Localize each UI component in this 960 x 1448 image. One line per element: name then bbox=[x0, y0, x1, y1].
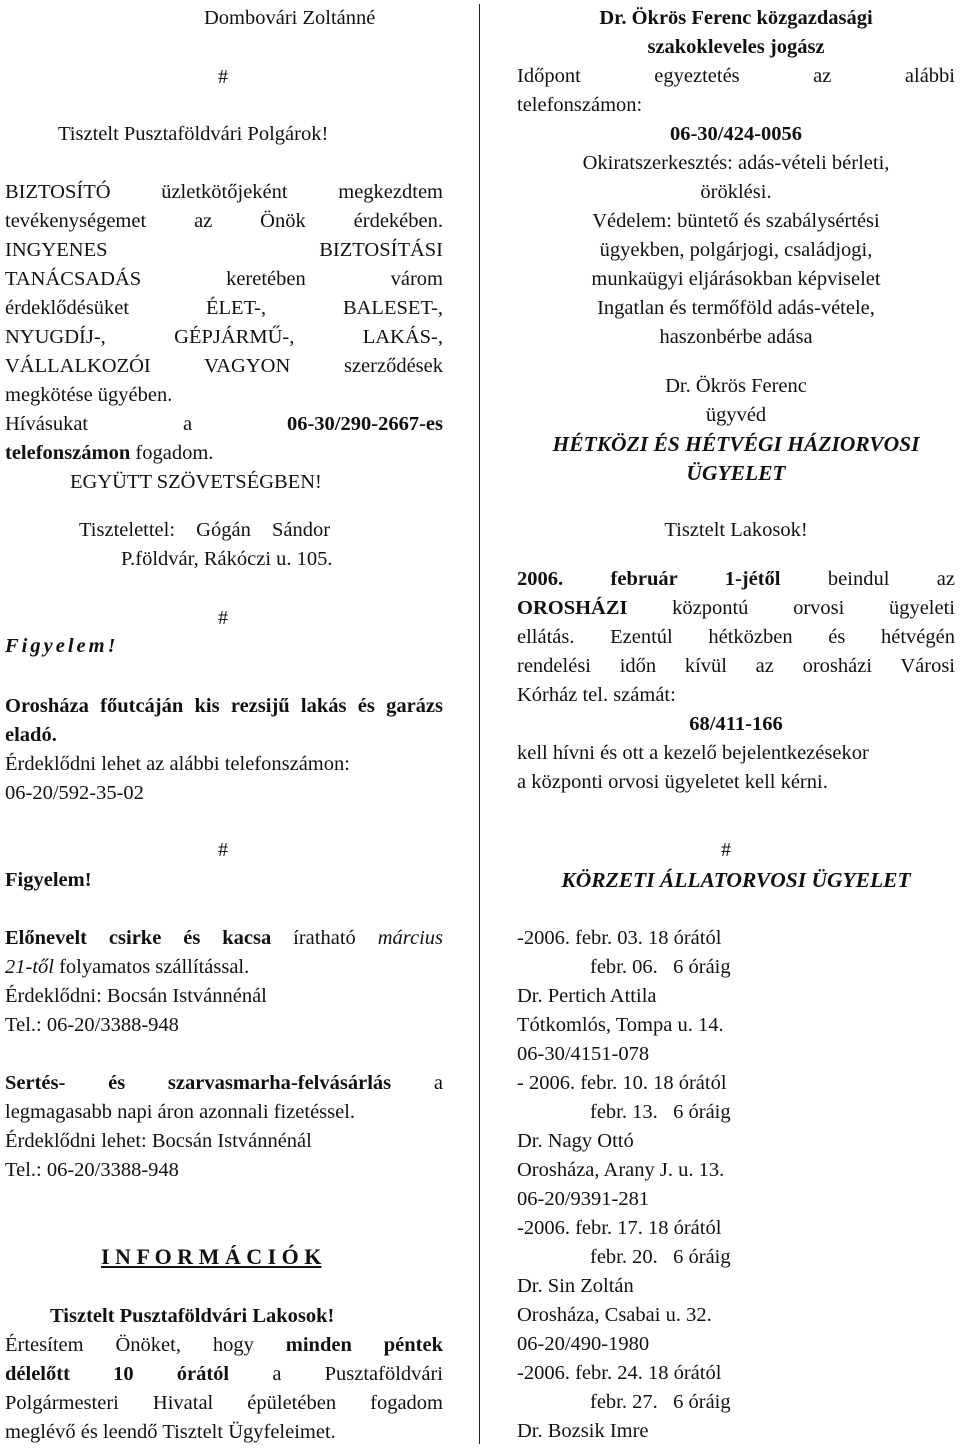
lawyer-service: munkaügyi eljárásokban képviselet bbox=[591, 268, 881, 290]
info-line: Értesítem Önöket, hogy minden péntek bbox=[5, 1334, 443, 1356]
info-title: I N F O R M Á C I Ó K bbox=[101, 1244, 322, 1269]
doctor-line: ellátás. Ezentúl hétközben és hétvégén bbox=[517, 626, 955, 648]
vet-doctor-phone: 06-20/9391-281 bbox=[517, 1188, 650, 1210]
lawyer-signature: Dr. Ökrös Ferenc bbox=[665, 375, 807, 397]
author-name: Dombovári Zoltánné bbox=[204, 7, 376, 29]
ad-title: Figyelem! bbox=[5, 635, 119, 657]
flat-sale-text: Érdeklődni lehet az alábbi telefonszámon: bbox=[5, 753, 350, 775]
flat-sale-heading: Orosháza főutcáján kis rezsijű lakás és garázs eladó. bbox=[5, 695, 443, 746]
ad-title: Figyelem! bbox=[5, 869, 92, 891]
insurance-line: megkötése ügyében. bbox=[5, 384, 173, 406]
doctor-line: kell hívni és ott a kezelő bejelentkezésekor bbox=[517, 742, 869, 764]
poultry-phone: Tel.: 06-20/3388-948 bbox=[5, 1014, 179, 1036]
info-line: délelőtt 10 órától a Pusztaföldvári bbox=[5, 1363, 444, 1385]
lawyer-service: ügyekben, polgárjogi, családjogi, bbox=[599, 239, 873, 261]
lawyer-appointment: Időpont egyeztetés az alábbi bbox=[517, 65, 955, 87]
separator-hash: # bbox=[218, 839, 228, 861]
vet-doctor-address: Orosháza, Arany J. u. 13. bbox=[517, 1159, 725, 1181]
lawyer-appointment: telefonszámon: bbox=[517, 94, 643, 116]
vet-duty-line: - 2006. febr. 10. 18 órától bbox=[517, 1072, 727, 1094]
column-divider bbox=[479, 4, 480, 1444]
insurance-line: tevékenységemet az Önök érdekében. bbox=[5, 210, 443, 232]
insurance-signature: Tisztelettel: Gógán Sándor bbox=[79, 519, 331, 541]
flat-sale-phone: 06-20/592-35-02 bbox=[5, 782, 144, 804]
insurance-phone-line: Hívásukat a 06-30/290-2667-es bbox=[5, 413, 443, 435]
lawyer-service: Védelem: büntető és szabálysértési bbox=[592, 210, 880, 232]
vet-doctor-address: Orosháza, Csabai u. 32. bbox=[517, 1304, 712, 1326]
doctor-line: OROSHÁZI központú orvosi ügyeleti bbox=[517, 597, 955, 619]
lawyer-service: Ingatlan és termőföld adás-vétele, bbox=[597, 297, 875, 319]
lawyer-phone: 06-30/424-0056 bbox=[669, 123, 803, 145]
insurance-line: INGYENES BIZTOSÍTÁSI bbox=[5, 239, 443, 261]
livestock-line: legmagasabb napi áron azonnali fizetéssel. bbox=[5, 1101, 356, 1123]
doctor-line: Kórház tel. számát: bbox=[517, 684, 676, 706]
vet-doctor-name: Dr. Nagy Ottó bbox=[517, 1130, 634, 1152]
vet-doctor-name: Dr. Pertich Attila bbox=[517, 985, 657, 1007]
insurance-line: telefonszámon fogadom. bbox=[5, 442, 214, 464]
separator-hash: # bbox=[721, 839, 731, 861]
vet-duty-line: -2006. febr. 24. 18 órától bbox=[517, 1362, 722, 1384]
poultry-line: Előnevelt csirke és kacsa íratható március bbox=[5, 927, 444, 949]
vet-duty-line: febr. 13. 6 óráig bbox=[590, 1101, 731, 1123]
vet-doctor-name: Dr. Sin Zoltán bbox=[517, 1275, 634, 1297]
vet-doctor-phone: 06-30/4151-078 bbox=[517, 1043, 650, 1065]
lawyer-service: haszonbérbe adása bbox=[659, 326, 813, 348]
insurance-greeting: Tisztelt Pusztaföldvári Polgárok! bbox=[58, 123, 329, 145]
separator-hash: # bbox=[218, 66, 228, 88]
lawyer-service: Okiratszerkesztés: adás-vételi bérleti, bbox=[582, 152, 890, 174]
lawyer-name: Dr. Ökrös Ferenc közgazdasági bbox=[599, 7, 873, 29]
lawyer-title: szakokleveles jogász bbox=[647, 36, 825, 58]
doctor-line: rendelési időn kívül az orosházi Városi bbox=[517, 655, 955, 677]
insurance-line: VÁLLALKOZÓI VAGYON szerződések bbox=[5, 355, 443, 377]
insurance-address: P.földvár, Rákóczi u. 105. bbox=[121, 548, 333, 570]
doctor-line: 2006. február 1-jétől beindul az bbox=[517, 568, 956, 590]
vet-duty-line: febr. 20. 6 óráig bbox=[590, 1246, 731, 1268]
doctor-heading: HÉTKÖZI ÉS HÉTVÉGI HÁZIORVOSI ÜGYELET bbox=[552, 432, 920, 485]
vet-doctor-phone: 06-20/490-1980 bbox=[517, 1333, 650, 1355]
doctor-phone: 68/411-166 bbox=[689, 713, 783, 735]
vet-duty-line: -2006. febr. 17. 18 órától bbox=[517, 1217, 722, 1239]
vet-duty-line: febr. 06. 6 óráig bbox=[590, 956, 731, 978]
vet-doctor-address: Tótkomlós, Tompa u. 14. bbox=[517, 1014, 724, 1036]
insurance-line: NYUGDÍJ-, GÉPJÁRMŰ-, LAKÁS-, bbox=[5, 326, 443, 348]
doctor-greeting: Tisztelt Lakosok! bbox=[664, 519, 808, 541]
insurance-slogan: EGYÜTT SZÖVETSÉGBEN! bbox=[70, 471, 322, 493]
doctor-line: a központi orvosi ügyeletet kell kérni. bbox=[517, 771, 828, 793]
info-line: Polgármesteri Hivatal épületében fogadom bbox=[5, 1392, 443, 1414]
insurance-line: TANÁCSADÁS keretében várom bbox=[5, 268, 443, 290]
info-line: meglévő és leendő Tisztelt Ügyfeleimet. bbox=[5, 1421, 336, 1443]
livestock-phone: Tel.: 06-20/3388-948 bbox=[5, 1159, 179, 1181]
separator-hash: # bbox=[218, 607, 228, 629]
lawyer-service: öröklési. bbox=[700, 181, 772, 203]
lawyer-signature: ügyvéd bbox=[705, 404, 767, 426]
livestock-line: Sertés- és szarvasmarha-felvásárlás a bbox=[5, 1072, 443, 1094]
vet-duty-line: febr. 27. 6 óráig bbox=[590, 1391, 731, 1413]
livestock-contact: Érdeklődni lehet: Bocsán Istvánnénál bbox=[5, 1130, 312, 1152]
vet-doctor-name: Dr. Bozsik Imre bbox=[517, 1420, 649, 1442]
poultry-contact: Érdeklődni: Bocsán Istvánnénál bbox=[5, 985, 267, 1007]
poultry-line: 21-től folyamatos szállítással. bbox=[5, 956, 250, 978]
insurance-line: érdeklődésüket ÉLET-, BALESET-, bbox=[5, 297, 443, 319]
insurance-line: BIZTOSÍTÓ üzletkötőjeként megkezdtem bbox=[5, 181, 443, 203]
info-greeting: Tisztelt Pusztaföldvári Lakosok! bbox=[50, 1305, 335, 1327]
vet-duty-line: -2006. febr. 03. 18 órától bbox=[517, 927, 722, 949]
vet-heading: KÖRZETI ÁLLATORVOSI ÜGYELET bbox=[561, 868, 911, 892]
